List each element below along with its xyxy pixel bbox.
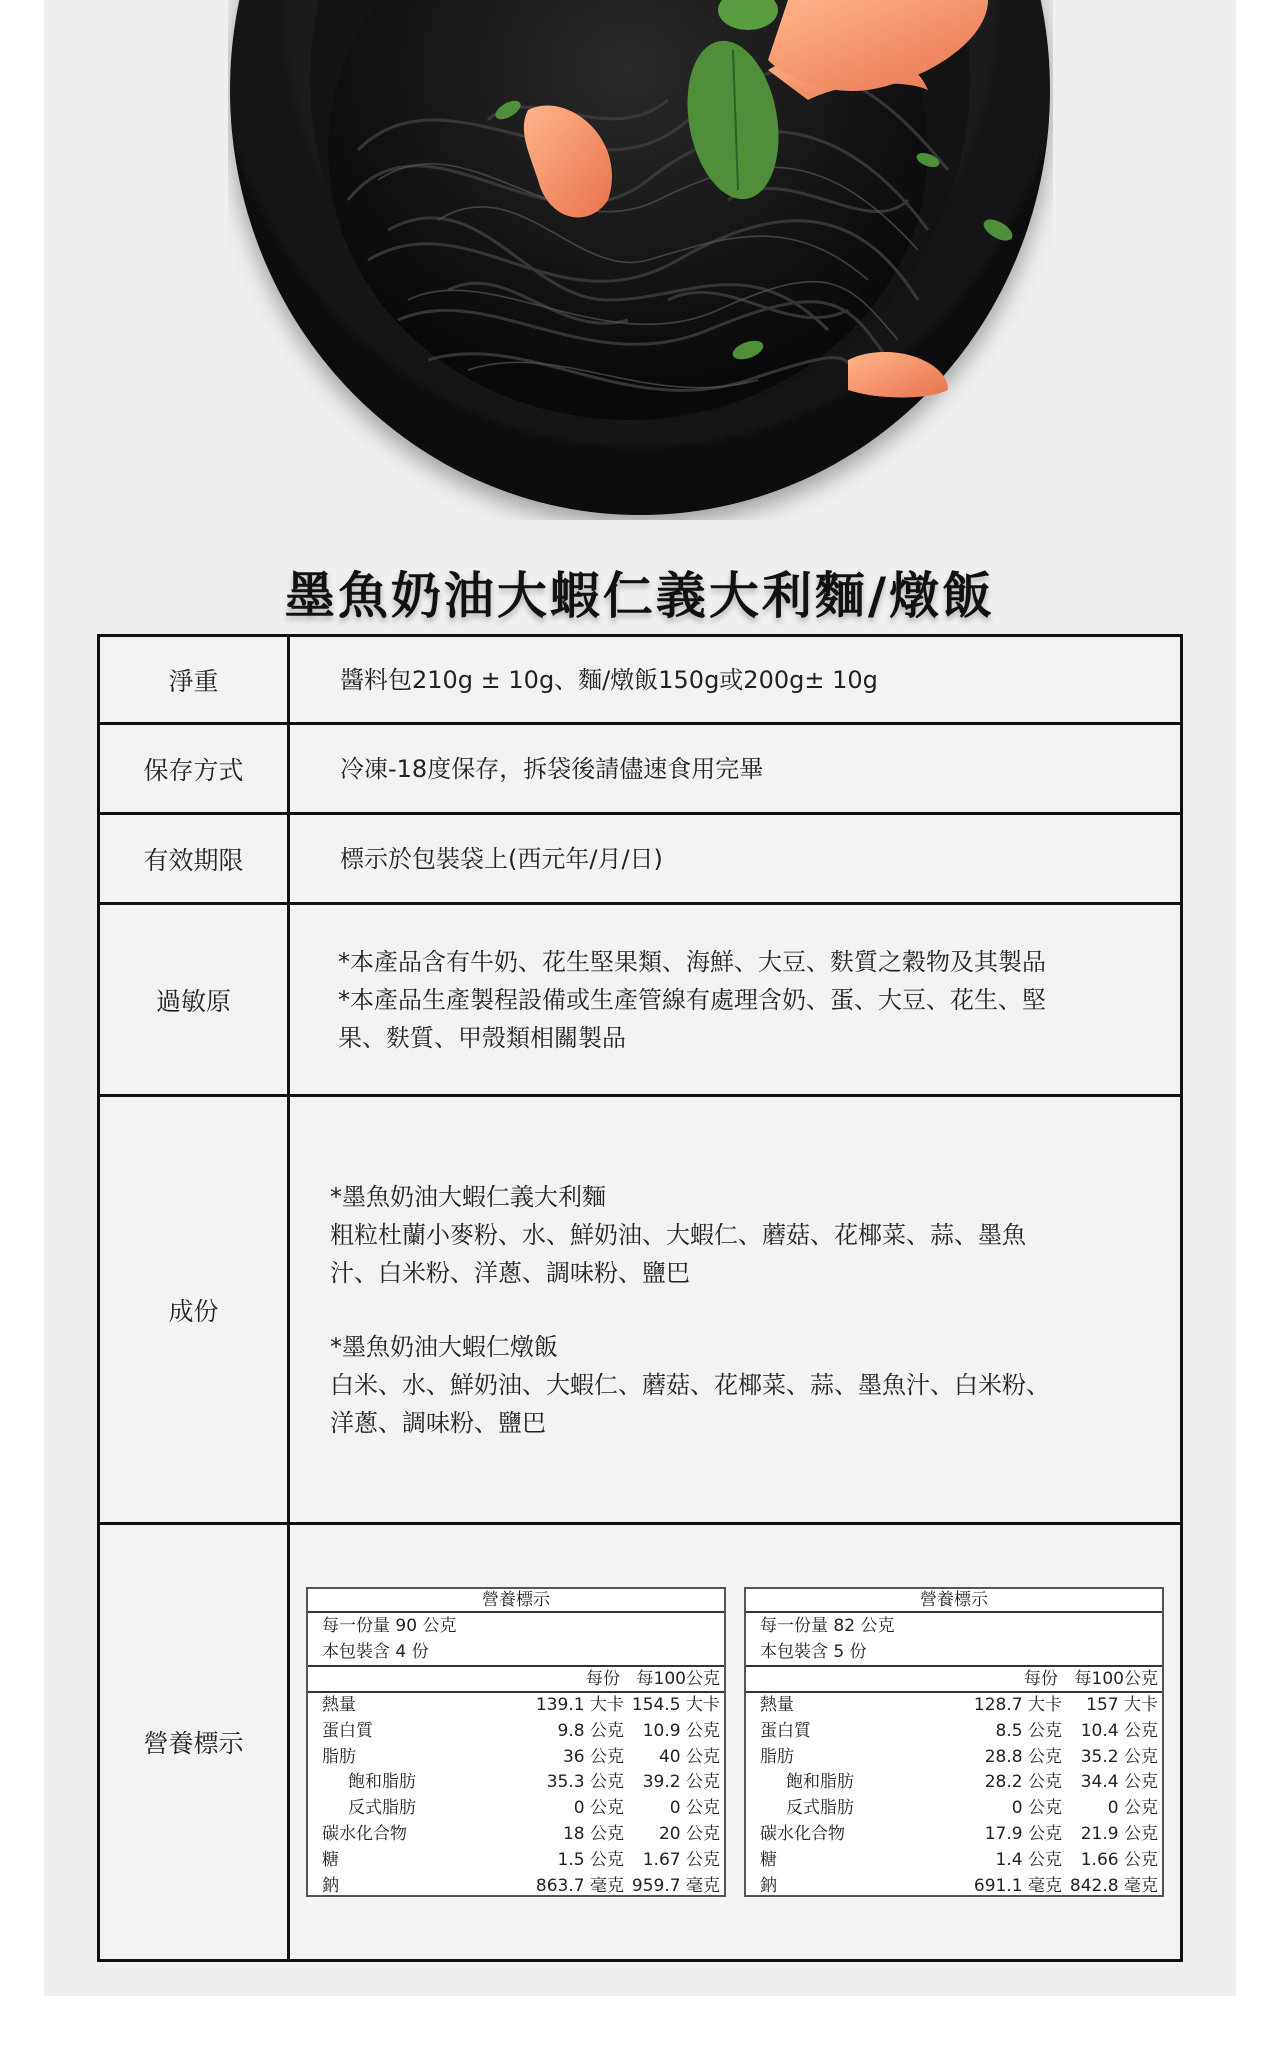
nutrition-row <box>308 1796 724 1822</box>
nutrition-row <box>746 1719 1162 1745</box>
nutrient-name: 脂肪 <box>322 1746 356 1767</box>
nutrient-per-serving: 9.8 公克 <box>557 1720 624 1741</box>
allergen-line: *本產品生產製程設備或生產管線有處理含奶、蛋、大豆、花生、堅 <box>338 985 1046 1014</box>
allergen-text <box>290 905 1180 1094</box>
spec-label: 營養標示 <box>100 1525 290 1959</box>
nutrition-row <box>746 1745 1162 1771</box>
nutrient-name: 碳水化合物 <box>760 1823 845 1844</box>
spec-value: 冷凍-18度保存，拆袋後請儘速食用完畢 <box>340 754 764 783</box>
spec-label: 淨重 <box>100 637 290 722</box>
nutrient-per-100g: 842.8 毫克 <box>1069 1875 1158 1896</box>
nutrient-per-100g: 10.4 公克 <box>1080 1720 1158 1741</box>
nutrient-per-100g: 959.7 毫克 <box>631 1875 720 1896</box>
nutrient-name: 鈉 <box>322 1875 339 1896</box>
nutrition-labels <box>290 1525 1180 1959</box>
nutrition-row <box>308 1693 724 1719</box>
nutrition-row <box>308 1745 724 1771</box>
nutrition-header <box>308 1667 724 1693</box>
serving-size: 每一份量 90 公克 <box>322 1616 457 1636</box>
nutrient-per-serving: 17.9 公克 <box>984 1823 1062 1844</box>
nutrition-title: 營養標示 <box>308 1589 724 1613</box>
ingredients-line: 白米、水、鮮奶油、大蝦仁、蘑菇、花椰菜、蒜、墨魚汁、白米粉、 <box>330 1370 1050 1399</box>
nutrient-name: 反式脂肪 <box>348 1798 416 1819</box>
nutrient-per-100g: 10.9 公克 <box>642 1720 720 1741</box>
spec-row-allergen <box>100 905 1180 1097</box>
nutrient-per-100g: 0 公克 <box>669 1798 720 1819</box>
nutrition-row <box>746 1693 1162 1719</box>
col-per-100g: 每100公克 <box>636 1669 720 1689</box>
serving-size: 每一份量 82 公克 <box>760 1616 895 1636</box>
nutrient-per-100g: 1.66 公克 <box>1080 1849 1158 1870</box>
nutrient-per-100g: 20 公克 <box>658 1823 720 1844</box>
nutrient-per-serving: 36 公克 <box>562 1746 624 1767</box>
nutrient-per-100g: 1.67 公克 <box>642 1849 720 1870</box>
nutrient-per-serving: 1.4 公克 <box>995 1849 1062 1870</box>
nutrient-per-serving: 28.8 公克 <box>984 1746 1062 1767</box>
servings-per-pack: 本包裝含 5 份 <box>760 1642 867 1662</box>
nutrient-name: 熱量 <box>322 1695 356 1715</box>
ingredients-heading: *墨魚奶油大蝦仁燉飯 <box>330 1332 558 1361</box>
nutrient-name: 碳水化合物 <box>322 1823 407 1844</box>
ingredients-line: 汁、白米粉、洋蔥、調味粉、鹽巴 <box>330 1258 690 1287</box>
nutrient-name: 糖 <box>760 1849 777 1870</box>
nutrition-row <box>308 1822 724 1848</box>
nutrient-per-100g: 0 公克 <box>1107 1798 1158 1819</box>
nutrition-header <box>746 1667 1162 1693</box>
nutrient-name: 糖 <box>322 1849 339 1870</box>
spec-table <box>97 634 1183 1962</box>
ingredients-line: 洋蔥、調味粉、鹽巴 <box>330 1408 546 1437</box>
nutrient-name: 脂肪 <box>760 1746 794 1767</box>
nutrition-row <box>746 1796 1162 1822</box>
col-per-serving: 每份 <box>586 1669 620 1689</box>
ingredients-heading: *墨魚奶油大蝦仁義大利麵 <box>330 1182 606 1211</box>
nutrient-per-serving: 1.5 公克 <box>557 1849 624 1870</box>
pasta-plate-illustration <box>228 0 1053 520</box>
nutrient-name: 蛋白質 <box>760 1720 811 1741</box>
nutrition-row <box>308 1719 724 1745</box>
nutrition-row <box>308 1848 724 1874</box>
nutrition-row <box>746 1822 1162 1848</box>
ingredients-risotto <box>330 1328 1150 1442</box>
spec-row-expiry <box>100 815 1180 905</box>
nutrient-name: 反式脂肪 <box>786 1798 854 1819</box>
allergen-line: 果、麩質、甲殼類相關製品 <box>338 1023 626 1052</box>
spec-row-storage <box>100 725 1180 815</box>
nutrient-per-serving: 0 公克 <box>1011 1798 1062 1819</box>
nutrient-name: 飽和脂肪 <box>348 1772 416 1793</box>
nutrition-row <box>308 1770 724 1796</box>
allergen-line: *本產品含有牛奶、花生堅果類、海鮮、大豆、麩質之穀物及其製品 <box>338 947 1046 976</box>
nutrient-per-100g: 35.2 公克 <box>1080 1746 1158 1767</box>
nutrient-per-100g: 34.4 公克 <box>1080 1772 1158 1793</box>
spec-label: 保存方式 <box>100 725 290 812</box>
nutrition-row <box>746 1874 1162 1900</box>
spec-value: 醬料包210g ± 10g、麵/燉飯150g或200g± 10g <box>340 665 878 694</box>
nutrient-per-serving: 18 公克 <box>562 1823 624 1844</box>
nutrition-title: 營養標示 <box>746 1589 1162 1613</box>
spec-label: 有效期限 <box>100 815 290 902</box>
product-photo <box>228 0 1053 520</box>
nutrient-per-serving: 0 公克 <box>573 1798 624 1819</box>
nutrient-per-serving: 691.1 毫克 <box>973 1875 1062 1896</box>
col-per-serving: 每份 <box>1024 1669 1058 1689</box>
nutrition-serving-info <box>308 1613 724 1667</box>
nutrient-per-100g: 40 公克 <box>658 1746 720 1767</box>
spec-label: 成份 <box>100 1097 290 1522</box>
nutrition-row <box>746 1848 1162 1874</box>
nutrient-per-serving: 8.5 公克 <box>995 1720 1062 1741</box>
ingredients-text <box>290 1097 1180 1522</box>
spec-label: 過敏原 <box>100 905 290 1094</box>
nutrition-facts-pasta <box>306 1587 726 1897</box>
nutrient-name: 蛋白質 <box>322 1720 373 1741</box>
nutrient-per-serving: 863.7 毫克 <box>535 1875 624 1896</box>
nutrition-row <box>308 1874 724 1900</box>
nutrient-name: 飽和脂肪 <box>786 1772 854 1793</box>
spec-row-ingredients <box>100 1097 1180 1525</box>
nutrient-per-100g: 157 大卡 <box>1086 1695 1158 1715</box>
nutrient-per-100g: 154.5 大卡 <box>631 1695 720 1715</box>
nutrition-serving-info <box>746 1613 1162 1667</box>
nutrient-name: 鈉 <box>760 1875 777 1896</box>
nutrient-per-100g: 21.9 公克 <box>1080 1823 1158 1844</box>
nutrition-row <box>746 1770 1162 1796</box>
product-title: 墨魚奶油大蝦仁義大利麵/燉飯 <box>284 567 996 625</box>
ingredients-pasta <box>330 1178 1150 1292</box>
nutrient-per-serving: 28.2 公克 <box>984 1772 1062 1793</box>
col-per-100g: 每100公克 <box>1074 1669 1158 1689</box>
nutrient-per-serving: 139.1 大卡 <box>535 1695 624 1715</box>
spec-row-net-weight <box>100 637 1180 725</box>
nutrient-name: 熱量 <box>760 1695 794 1715</box>
spec-row-nutrition <box>100 1525 1180 1959</box>
servings-per-pack: 本包裝含 4 份 <box>322 1642 429 1662</box>
ingredients-line: 粗粒杜蘭小麥粉、水、鮮奶油、大蝦仁、蘑菇、花椰菜、蒜、墨魚 <box>330 1220 1026 1249</box>
nutrition-facts-risotto <box>744 1587 1164 1897</box>
nutrient-per-serving: 35.3 公克 <box>546 1772 624 1793</box>
spec-value: 標示於包裝袋上(西元年/月/日) <box>340 844 663 873</box>
nutrient-per-serving: 128.7 大卡 <box>973 1695 1062 1715</box>
nutrient-per-100g: 39.2 公克 <box>642 1772 720 1793</box>
